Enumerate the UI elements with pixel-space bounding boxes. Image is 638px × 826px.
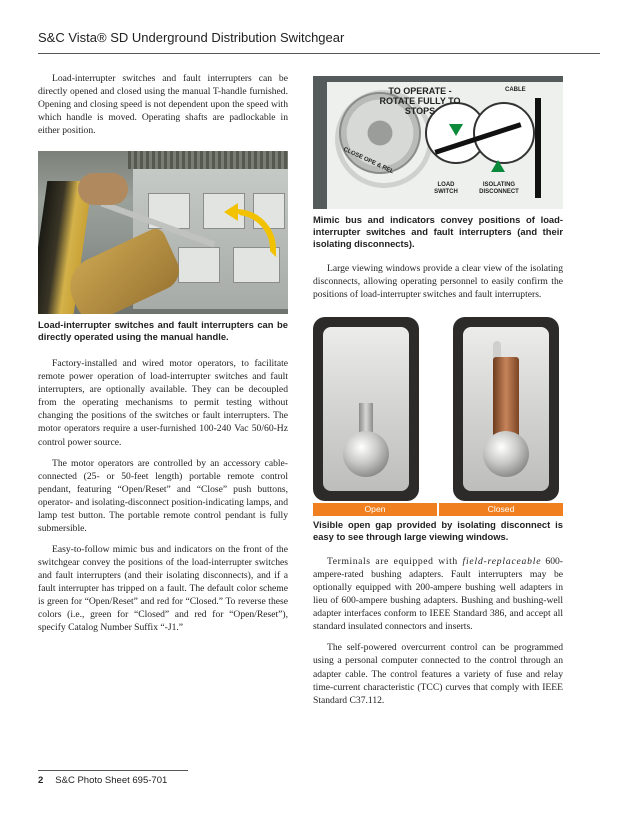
panel-operate-label: TO OPERATE - ROTATE FULLY TO STOPS [379,86,461,116]
open-label: Open [313,503,437,516]
panel-close-label: CLOSE OPE & REL [342,146,395,176]
footer-rule [38,770,188,771]
caption-viewing-windows: Visible open gap provided by isolating disconnect is easy to see through large viewing windows. [313,519,563,543]
paragraph-overcurrent-control: The self-powered overcurrent control can be programmed using a personal computer connected to the control through an adapter cable. The control features a variety of fuse and relay time-current characteristic (TCC) curves that comply with IEEE Standard C37.112. [313,642,563,706]
photo-manual-handle [38,151,288,314]
paragraph-viewing-windows: Large viewing windows provide a clear view of the isolating disconnects, allowing operating personnel to easily confirm the positions of load-interrupter switches and fault interrupters. [313,263,563,301]
document-name: S&C Photo Sheet 695-701 [55,775,168,786]
open-closed-label-bar [313,503,563,516]
photo-mimic-panel [313,76,563,209]
caption-manual-handle: Load-interrupter switches and fault interrupters can be directly operated using the manual handle. [38,319,288,343]
panel-cable-label: CABLE [505,87,526,93]
panel-load-switch-label: LOAD SWITCH [434,182,458,195]
panel-isolating-label: ISOLATING DISCONNECT [479,182,519,195]
paragraph-motor-operators: Factory-installed and wired motor operators, to facilitate remote power operation of load-interrupter switches and fault interrupters, are optionally available. They can be decoupled from the operating mechanisms to permit testing without changing the positions of the switches or fault interrupters. The motor operators require a user-furnished 100-240 Vac 50/60-Hz control power source. [38,358,288,448]
closed-label: Closed [439,503,563,516]
page-number: 2 [38,775,44,786]
paragraph-remote-pendant: The motor operators are controlled by an accessory cable-connected (25- or 50-feet length) portable remote control pendant, featuring “Open/Reset” and “Close” push buttons, operator- and isolating-disconnect position-indicating lamps, and lamp test button. The portable remote control pendant is fully submersible. [38,457,288,534]
paragraph-manual-operation: Load-interrupter switches and fault interrupters can be directly opened and closed using the manual T-handle furnished. Opening and closing speed is not dependent upon the speed with which handle is moved. Operating shafts are padlockable in either position. [38,73,288,137]
left-column [38,72,288,642]
right-column [313,76,563,715]
green-indicator-icon [449,124,463,136]
viewing-window-open [313,317,419,501]
viewing-window-closed [453,317,559,501]
isolating-disconnect-indicator [473,102,535,164]
green-indicator-icon [491,160,505,172]
page-header: S&C Vista® SD Underground Distribution Switchgear [38,30,345,45]
photo-viewing-windows [313,317,563,503]
header-rule [38,53,600,54]
paragraph-terminals: Terminals are equipped with field-replaceable 600-ampere-rated bushing adapters. Fault interrupters may be optionally equipped with 200-ampere bushing well adapters in lieu of 600-ampere bushing adapters. Bushing and bushing-well adapter interfaces conform to IEEE Standard 386, and accept all standard insulated connectors and inserts. [313,556,563,633]
caption-mimic-bus: Mimic bus and indicators convey positions of load-interrupter switches and fault interrupters (and their isolating disconnects). [313,214,563,249]
paragraph-mimic-bus: Easy-to-follow mimic bus and indicators on the front of the switchgear convey the positions of the load-interrupter switches and fault interrupters (and their isolating disconnects), and if a fault interrupter has tripped on a fault. The default color scheme is green for “Open/Reset” and red for “Closed.” To reverse these colors (i.e., green for “Closed” and red for “Open/Reset”), specify Catalog Number Suffix “-J1.” [38,543,288,634]
page-footer [38,775,167,786]
